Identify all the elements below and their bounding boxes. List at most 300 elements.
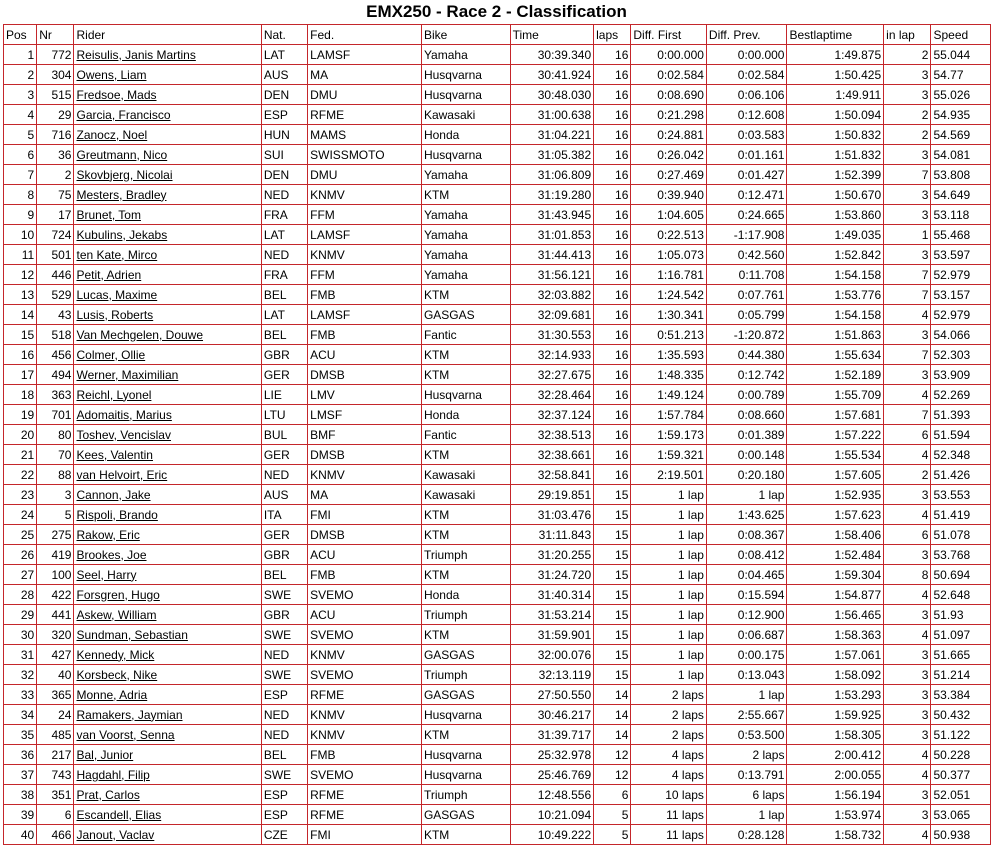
laps-cell: 15 xyxy=(594,665,631,685)
nr-cell: 518 xyxy=(37,325,74,345)
bestlaptime-cell: 1:55.634 xyxy=(787,345,884,365)
pos-cell: 14 xyxy=(4,305,37,325)
time-cell: 32:28.464 xyxy=(510,385,594,405)
nr-cell: 494 xyxy=(37,365,74,385)
speed-cell: 54.649 xyxy=(931,185,991,205)
diff-prev-cell: 0:42.560 xyxy=(706,245,787,265)
in-lap-cell: 4 xyxy=(884,445,931,465)
fed-cell: RFME xyxy=(308,785,422,805)
rider-link[interactable]: Greutmann, Nico xyxy=(76,147,168,162)
rider-link[interactable]: van Helvoirt, Eric xyxy=(76,467,168,482)
rider-link[interactable]: Lusis, Roberts xyxy=(76,307,154,322)
nr-cell: 365 xyxy=(37,685,74,705)
time-cell: 31:24.720 xyxy=(510,565,594,585)
pos-cell: 31 xyxy=(4,645,37,665)
fed-cell: LMSF xyxy=(308,405,422,425)
nr-cell: 304 xyxy=(37,65,74,85)
bestlaptime-cell: 1:51.832 xyxy=(787,145,884,165)
table-row xyxy=(4,625,991,645)
in-lap-cell: 3 xyxy=(884,645,931,665)
rider-link[interactable]: Fredsoe, Mads xyxy=(76,87,157,102)
pos-cell: 17 xyxy=(4,365,37,385)
nat-cell: LAT xyxy=(261,305,307,325)
table-row xyxy=(4,305,991,325)
diff-first-cell: 11 laps xyxy=(631,805,707,825)
speed-cell: 55.468 xyxy=(931,225,991,245)
rider-link[interactable]: Petit, Adrien xyxy=(76,267,142,282)
speed-cell: 51.214 xyxy=(931,665,991,685)
header-fed: Fed. xyxy=(308,25,422,45)
rider-cell xyxy=(74,345,261,365)
laps-cell: 16 xyxy=(594,105,631,125)
bike-cell: Yamaha xyxy=(421,205,510,225)
rider-link[interactable]: Reisulis, Janis Martins xyxy=(76,47,196,62)
bestlaptime-cell: 1:51.863 xyxy=(787,325,884,345)
fed-cell: FMB xyxy=(308,565,422,585)
nat-cell: SWE xyxy=(261,625,307,645)
rider-cell xyxy=(74,485,261,505)
fed-cell: DMU xyxy=(308,165,422,185)
header-speed: Speed xyxy=(931,25,991,45)
rider-cell xyxy=(74,805,261,825)
table-row xyxy=(4,285,991,305)
bestlaptime-cell: 1:57.222 xyxy=(787,425,884,445)
diff-first-cell: 0:21.298 xyxy=(631,105,707,125)
bike-cell: GASGAS xyxy=(421,685,510,705)
rider-link[interactable]: Werner, Maximilian xyxy=(76,367,179,382)
bestlaptime-cell: 1:53.974 xyxy=(787,805,884,825)
rider-link[interactable]: Escandell, Elias xyxy=(76,807,162,822)
rider-cell xyxy=(74,745,261,765)
in-lap-cell: 3 xyxy=(884,725,931,745)
in-lap-cell: 3 xyxy=(884,665,931,685)
table-row xyxy=(4,465,991,485)
rider-cell xyxy=(74,825,261,845)
rider-cell xyxy=(74,365,261,385)
rider-link[interactable]: Zanocz, Noel xyxy=(76,127,148,142)
rider-link[interactable]: Askew, William xyxy=(76,607,157,622)
nat-cell: GBR xyxy=(261,345,307,365)
bestlaptime-cell: 1:52.399 xyxy=(787,165,884,185)
table-row xyxy=(4,545,991,565)
in-lap-cell: 4 xyxy=(884,305,931,325)
in-lap-cell: 3 xyxy=(884,185,931,205)
in-lap-cell: 3 xyxy=(884,485,931,505)
rider-link[interactable]: Brunet, Tom xyxy=(76,207,141,222)
rider-link[interactable]: Garcia, Francisco xyxy=(76,107,171,122)
rider-cell xyxy=(74,385,261,405)
in-lap-cell: 3 xyxy=(884,245,931,265)
diff-first-cell: 1:30.341 xyxy=(631,305,707,325)
pos-cell: 36 xyxy=(4,745,37,765)
laps-cell: 16 xyxy=(594,305,631,325)
diff-first-cell: 0:08.690 xyxy=(631,85,707,105)
header-pos: Pos xyxy=(4,25,37,45)
bike-cell: KTM xyxy=(421,185,510,205)
table-row xyxy=(4,65,991,85)
diff-first-cell: 1:48.335 xyxy=(631,365,707,385)
diff-prev-cell: 0:01.427 xyxy=(706,165,787,185)
in-lap-cell: 4 xyxy=(884,825,931,845)
table-row xyxy=(4,365,991,385)
diff-first-cell: 11 laps xyxy=(631,825,707,845)
nr-cell: 351 xyxy=(37,785,74,805)
rider-link[interactable]: Korsbeck, Nike xyxy=(76,667,158,682)
laps-cell: 16 xyxy=(594,65,631,85)
speed-cell: 51.665 xyxy=(931,645,991,665)
rider-link[interactable]: Mesters, Bradley xyxy=(76,187,167,202)
diff-prev-cell: 0:13.791 xyxy=(706,765,787,785)
laps-cell: 15 xyxy=(594,485,631,505)
diff-first-cell: 1 lap xyxy=(631,565,707,585)
time-cell: 30:41.924 xyxy=(510,65,594,85)
nr-cell: 743 xyxy=(37,765,74,785)
table-row xyxy=(4,645,991,665)
time-cell: 31:00.638 xyxy=(510,105,594,125)
bestlaptime-cell: 1:57.623 xyxy=(787,505,884,525)
bike-cell: Fantic xyxy=(421,325,510,345)
diff-prev-cell: 0:08.660 xyxy=(706,405,787,425)
rider-cell xyxy=(74,505,261,525)
nat-cell: BEL xyxy=(261,285,307,305)
nr-cell: 419 xyxy=(37,545,74,565)
rider-link[interactable]: ten Kate, Mirco xyxy=(76,247,158,262)
in-lap-cell: 4 xyxy=(884,745,931,765)
rider-cell xyxy=(74,645,261,665)
nat-cell: SUI xyxy=(261,145,307,165)
rider-link[interactable]: Skovbjerg, Nicolai xyxy=(76,167,173,182)
pos-cell: 25 xyxy=(4,525,37,545)
diff-prev-cell: 0:15.594 xyxy=(706,585,787,605)
speed-cell: 51.393 xyxy=(931,405,991,425)
header-diff-prev: Diff. Prev. xyxy=(706,25,787,45)
fed-cell: FFM xyxy=(308,205,422,225)
rider-link[interactable]: Ramakers, Jaymian xyxy=(76,707,183,722)
diff-first-cell: 4 laps xyxy=(631,745,707,765)
rider-link[interactable]: Kennedy, Mick xyxy=(76,647,155,662)
rider-link[interactable]: Owens, Liam xyxy=(76,67,147,82)
fed-cell: ACU xyxy=(308,605,422,625)
laps-cell: 16 xyxy=(594,365,631,385)
nr-cell: 36 xyxy=(37,145,74,165)
laps-cell: 15 xyxy=(594,525,631,545)
rider-link[interactable]: Kubulins, Jekabs xyxy=(76,227,168,242)
in-lap-cell: 7 xyxy=(884,165,931,185)
nr-cell: 724 xyxy=(37,225,74,245)
rider-link[interactable]: Sundman, Sebastian xyxy=(76,627,188,642)
diff-prev-cell: 0:12.900 xyxy=(706,605,787,625)
nr-cell: 485 xyxy=(37,725,74,745)
diff-prev-cell: 0:07.761 xyxy=(706,285,787,305)
laps-cell: 12 xyxy=(594,745,631,765)
pos-cell: 29 xyxy=(4,605,37,625)
table-header-row xyxy=(4,25,991,45)
fed-cell: FMI xyxy=(308,505,422,525)
speed-cell: 51.419 xyxy=(931,505,991,525)
bike-cell: Yamaha xyxy=(421,265,510,285)
laps-cell: 16 xyxy=(594,185,631,205)
bestlaptime-cell: 1:54.877 xyxy=(787,585,884,605)
bestlaptime-cell: 1:52.842 xyxy=(787,245,884,265)
bestlaptime-cell: 1:58.305 xyxy=(787,725,884,745)
in-lap-cell: 7 xyxy=(884,405,931,425)
diff-first-cell: 1 lap xyxy=(631,625,707,645)
rider-link[interactable]: Cannon, Jake xyxy=(76,487,151,502)
table-row xyxy=(4,45,991,65)
bestlaptime-cell: 1:58.406 xyxy=(787,525,884,545)
table-row xyxy=(4,85,991,105)
rider-cell xyxy=(74,145,261,165)
fed-cell: KNMV xyxy=(308,465,422,485)
time-cell: 31:59.901 xyxy=(510,625,594,645)
rider-link[interactable]: Prat, Carlos xyxy=(76,787,140,802)
bestlaptime-cell: 1:57.681 xyxy=(787,405,884,425)
time-cell: 29:19.851 xyxy=(510,485,594,505)
rider-link[interactable]: Monne, Adria xyxy=(76,687,148,702)
bestlaptime-cell: 1:55.709 xyxy=(787,385,884,405)
nat-cell: FRA xyxy=(261,205,307,225)
bike-cell: Honda xyxy=(421,405,510,425)
diff-prev-cell: 0:06.687 xyxy=(706,625,787,645)
diff-first-cell: 1 lap xyxy=(631,525,707,545)
nat-cell: BEL xyxy=(261,745,307,765)
time-cell: 31:01.853 xyxy=(510,225,594,245)
rider-link[interactable]: Lucas, Maxime xyxy=(76,287,158,302)
pos-cell: 27 xyxy=(4,565,37,585)
fed-cell: KNMV xyxy=(308,645,422,665)
nat-cell: DEN xyxy=(261,165,307,185)
diff-prev-cell: 0:03.583 xyxy=(706,125,787,145)
diff-prev-cell: 0:44.380 xyxy=(706,345,787,365)
time-cell: 27:50.550 xyxy=(510,685,594,705)
diff-prev-cell: 0:12.608 xyxy=(706,105,787,125)
speed-cell: 52.303 xyxy=(931,345,991,365)
speed-cell: 55.044 xyxy=(931,45,991,65)
laps-cell: 16 xyxy=(594,385,631,405)
speed-cell: 53.597 xyxy=(931,245,991,265)
rider-link[interactable]: van Voorst, Senna xyxy=(76,727,175,742)
rider-link[interactable]: Van Mechgelen, Douwe xyxy=(76,327,204,342)
nr-cell: 100 xyxy=(37,565,74,585)
nat-cell: GBR xyxy=(261,545,307,565)
in-lap-cell: 3 xyxy=(884,805,931,825)
bestlaptime-cell: 1:49.035 xyxy=(787,225,884,245)
table-row xyxy=(4,785,991,805)
nat-cell: NED xyxy=(261,705,307,725)
table-row xyxy=(4,145,991,165)
pos-cell: 9 xyxy=(4,205,37,225)
table-row xyxy=(4,105,991,125)
page-title: EMX250 - Race 2 - Classification xyxy=(366,2,627,21)
rider-link[interactable]: Adomaitis, Marius xyxy=(76,407,172,422)
speed-cell: 50.938 xyxy=(931,825,991,845)
rider-cell xyxy=(74,685,261,705)
rider-cell xyxy=(74,305,261,325)
nat-cell: FRA xyxy=(261,265,307,285)
rider-link[interactable]: Seel, Harry xyxy=(76,567,137,582)
speed-cell: 53.553 xyxy=(931,485,991,505)
rider-cell xyxy=(74,445,261,465)
pos-cell: 40 xyxy=(4,825,37,845)
header-diff-first: Diff. First xyxy=(631,25,707,45)
nr-cell: 772 xyxy=(37,45,74,65)
speed-cell: 52.348 xyxy=(931,445,991,465)
laps-cell: 16 xyxy=(594,165,631,185)
table-row xyxy=(4,125,991,145)
rider-cell xyxy=(74,605,261,625)
rider-cell xyxy=(74,325,261,345)
nat-cell: LAT xyxy=(261,225,307,245)
header-bike: Bike xyxy=(421,25,510,45)
rider-cell xyxy=(74,425,261,445)
fed-cell: DMSB xyxy=(308,445,422,465)
pos-cell: 20 xyxy=(4,425,37,445)
speed-cell: 51.426 xyxy=(931,465,991,485)
diff-prev-cell: 0:05.799 xyxy=(706,305,787,325)
rider-cell xyxy=(74,185,261,205)
bestlaptime-cell: 1:56.194 xyxy=(787,785,884,805)
in-lap-cell: 4 xyxy=(884,625,931,645)
bike-cell: Husqvarna xyxy=(421,85,510,105)
bike-cell: GASGAS xyxy=(421,805,510,825)
nat-cell: HUN xyxy=(261,125,307,145)
laps-cell: 15 xyxy=(594,625,631,645)
time-cell: 30:39.340 xyxy=(510,45,594,65)
time-cell: 31:04.221 xyxy=(510,125,594,145)
bike-cell: KTM xyxy=(421,365,510,385)
diff-first-cell: 1:59.173 xyxy=(631,425,707,445)
bestlaptime-cell: 1:54.158 xyxy=(787,305,884,325)
pos-cell: 4 xyxy=(4,105,37,125)
laps-cell: 16 xyxy=(594,125,631,145)
rider-link[interactable]: Rakow, Eric xyxy=(76,527,140,542)
rider-cell xyxy=(74,245,261,265)
speed-cell: 50.228 xyxy=(931,745,991,765)
nat-cell: SWE xyxy=(261,665,307,685)
rider-cell xyxy=(74,725,261,745)
diff-prev-cell: 0:00.148 xyxy=(706,445,787,465)
bestlaptime-cell: 1:52.484 xyxy=(787,545,884,565)
speed-cell: 51.594 xyxy=(931,425,991,445)
in-lap-cell: 6 xyxy=(884,425,931,445)
rider-cell xyxy=(74,405,261,425)
bike-cell: Triumph xyxy=(421,665,510,685)
speed-cell: 50.694 xyxy=(931,565,991,585)
laps-cell: 15 xyxy=(594,505,631,525)
diff-prev-cell: 0:01.161 xyxy=(706,145,787,165)
laps-cell: 16 xyxy=(594,345,631,365)
fed-cell: BMF xyxy=(308,425,422,445)
in-lap-cell: 4 xyxy=(884,385,931,405)
nat-cell: NED xyxy=(261,245,307,265)
pos-cell: 8 xyxy=(4,185,37,205)
speed-cell: 51.097 xyxy=(931,625,991,645)
rider-link[interactable]: Janout, Vaclav xyxy=(76,827,155,842)
rider-cell xyxy=(74,545,261,565)
diff-first-cell: 1 lap xyxy=(631,645,707,665)
nr-cell: 275 xyxy=(37,525,74,545)
nat-cell: SWE xyxy=(261,765,307,785)
rider-cell xyxy=(74,85,261,105)
diff-first-cell: 1 lap xyxy=(631,505,707,525)
bestlaptime-cell: 1:50.832 xyxy=(787,125,884,145)
rider-link[interactable]: Toshev, Vencislav xyxy=(76,427,171,442)
pos-cell: 10 xyxy=(4,225,37,245)
nat-cell: DEN xyxy=(261,85,307,105)
rider-link[interactable]: Colmer, Ollie xyxy=(76,347,146,362)
diff-prev-cell: 0:20.180 xyxy=(706,465,787,485)
diff-first-cell: 1 lap xyxy=(631,485,707,505)
speed-cell: 51.93 xyxy=(931,605,991,625)
table-row xyxy=(4,485,991,505)
in-lap-cell: 7 xyxy=(884,265,931,285)
bike-cell: KTM xyxy=(421,825,510,845)
bike-cell: Fantic xyxy=(421,425,510,445)
in-lap-cell: 3 xyxy=(884,325,931,345)
diff-first-cell: 1:35.593 xyxy=(631,345,707,365)
laps-cell: 14 xyxy=(594,685,631,705)
header-bestlaptime: Bestlaptime xyxy=(787,25,884,45)
laps-cell: 16 xyxy=(594,265,631,285)
rider-link[interactable]: Kees, Valentin xyxy=(76,447,153,462)
nr-cell: 466 xyxy=(37,825,74,845)
nat-cell: LTU xyxy=(261,405,307,425)
fed-cell: KNMV xyxy=(308,705,422,725)
diff-first-cell: 1:59.321 xyxy=(631,445,707,465)
speed-cell: 53.118 xyxy=(931,205,991,225)
nr-cell: 456 xyxy=(37,345,74,365)
laps-cell: 16 xyxy=(594,325,631,345)
table-row xyxy=(4,185,991,205)
rider-link[interactable]: Reichl, Lyonel xyxy=(76,387,152,402)
rider-cell xyxy=(74,465,261,485)
diff-prev-cell: 0:12.742 xyxy=(706,365,787,385)
rider-cell xyxy=(74,125,261,145)
laps-cell: 16 xyxy=(594,425,631,445)
bike-cell: KTM xyxy=(421,345,510,365)
fed-cell: RFME xyxy=(308,805,422,825)
fed-cell: FFM xyxy=(308,265,422,285)
nat-cell: NED xyxy=(261,645,307,665)
fed-cell: MAMS xyxy=(308,125,422,145)
header-nat: Nat. xyxy=(261,25,307,45)
pos-cell: 34 xyxy=(4,705,37,725)
rider-link[interactable]: Bal, Junior xyxy=(76,747,134,762)
speed-cell: 52.269 xyxy=(931,385,991,405)
nr-cell: 88 xyxy=(37,465,74,485)
pos-cell: 30 xyxy=(4,625,37,645)
pos-cell: 19 xyxy=(4,405,37,425)
nat-cell: ESP xyxy=(261,105,307,125)
rider-link[interactable]: Hagdahl, Filip xyxy=(76,767,150,782)
bestlaptime-cell: 2:00.412 xyxy=(787,745,884,765)
bestlaptime-cell: 1:58.092 xyxy=(787,665,884,685)
header-in-lap: in lap xyxy=(884,25,931,45)
rider-link[interactable]: Forsgren, Hugo xyxy=(76,587,160,602)
nat-cell: ESP xyxy=(261,785,307,805)
nat-cell: LAT xyxy=(261,45,307,65)
rider-link[interactable]: Brookes, Joe xyxy=(76,547,147,562)
pos-cell: 35 xyxy=(4,725,37,745)
pos-cell: 37 xyxy=(4,765,37,785)
pos-cell: 1 xyxy=(4,45,37,65)
diff-prev-cell: 0:08.367 xyxy=(706,525,787,545)
bike-cell: KTM xyxy=(421,725,510,745)
rider-link[interactable]: Rispoli, Brando xyxy=(76,507,158,522)
nat-cell: BUL xyxy=(261,425,307,445)
diff-prev-cell: 0:08.412 xyxy=(706,545,787,565)
diff-first-cell: 1 lap xyxy=(631,605,707,625)
